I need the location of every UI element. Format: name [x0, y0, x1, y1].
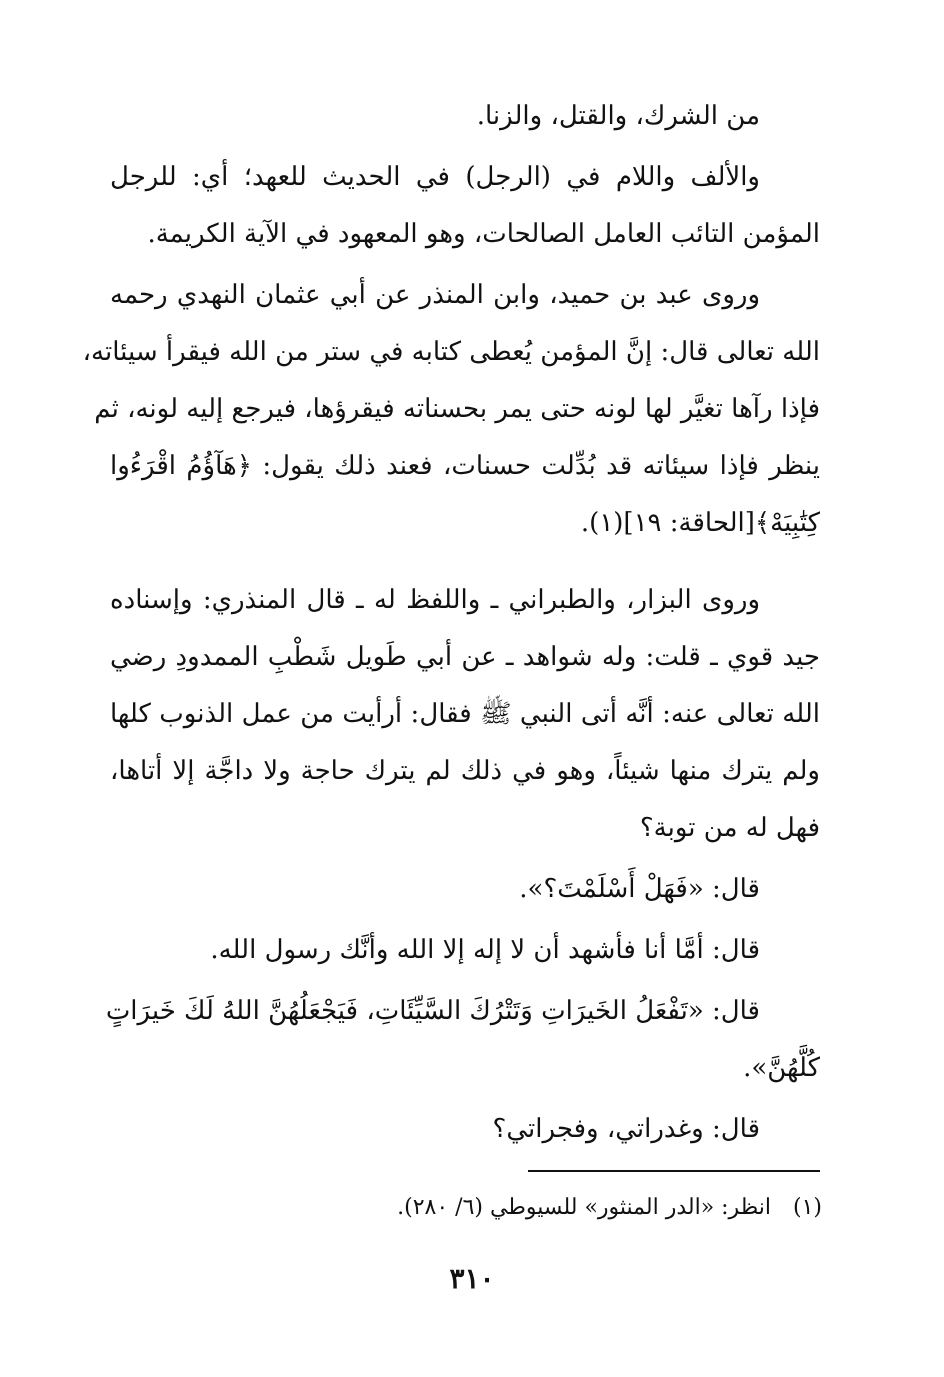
text-line: جيد قوي ـ قلت: وله شواهد ـ عن أبي طَويل شَطْبِ الممدودِ رضي [110, 642, 820, 672]
footnote-divider [528, 1170, 820, 1172]
paragraph-3 [82, 267, 820, 552]
paragraph-6 [110, 922, 820, 979]
text-line: قال: «تَفْعَلُ الخَيرَاتِ وَتَتْرُكَ السَّيِّئَاتِ، فَيَجْعَلُهُنَّ اللهُ لَكَ خَيرَاتٍ [105, 996, 760, 1026]
text-line: وروى البزار، والطبراني ـ واللفظ له ـ قال المنذري: وإسناده [110, 585, 760, 615]
paragraph-7 [105, 983, 820, 1097]
text-line: كِتَٰبِيَهْ﴾[الحاقة: ١٩](١). [580, 508, 820, 538]
paragraph-1 [110, 88, 820, 145]
text-line: المؤمن التائب العامل الصالحات، وهو المعهود في الآية الكريمة. [147, 219, 820, 249]
footnote-number: (١) [792, 1195, 822, 1220]
text-line: فهل له من توبة؟ [639, 813, 820, 843]
footnote-text: انظر: «الدر المنثور» للسيوطي (٦/ ٢٨٠). [397, 1195, 771, 1220]
footnote [397, 1192, 822, 1224]
paragraph-5 [110, 861, 820, 918]
paragraph-8 [110, 1101, 820, 1158]
text-line: الله تعالى قال: إنَّ المؤمن يُعطى كتابه في ستر من الله فيقرأ سيئاته، [82, 337, 820, 367]
text-line: من الشرك، والقتل، والزنا. [476, 101, 760, 131]
page-number: ٣١٠ [449, 1262, 495, 1295]
main-text [82, 88, 820, 1158]
text-line: قال: وغدراتي، وفجراتي؟ [492, 1114, 760, 1144]
text-line: كُلَّهُنَّ». [743, 1053, 820, 1083]
paragraph-4 [110, 572, 820, 857]
text-line: قال: أمَّا أنا فأشهد أن لا إله إلا الله وأنَّك رسول الله. [210, 935, 760, 965]
text-line: ينظر فإذا سيئاته قد بُدِّلت حسنات، فعند ذلك يقول: ﴿هَآؤُمُ اقْرَءُوا [110, 451, 820, 481]
text-line: فإذا رآها تغيَّر لها لونه حتى يمر بحسناته فيقرؤها، فيرجع إليه لونه، ثم [94, 394, 820, 424]
text-line: والألف واللام في (الرجل) في الحديث للعهد؛ أي: للرجل [110, 162, 760, 192]
text-line: ولم يترك منها شيئاً، وهو في ذلك لم يترك حاجة ولا داجَّة إلا أتاها، [110, 756, 820, 786]
text-line: الله تعالى عنه: أنَّه أتى النبي ﷺ فقال: أرأيت من عمل الذنوب كلها [110, 699, 820, 729]
paragraph-2 [110, 149, 820, 263]
text-line: وروى عبد بن حميد، وابن المنذر عن أبي عثمان النهدي رحمه [110, 280, 760, 310]
text-line: قال: «فَهَلْ أَسْلَمْتَ؟». [519, 874, 760, 904]
